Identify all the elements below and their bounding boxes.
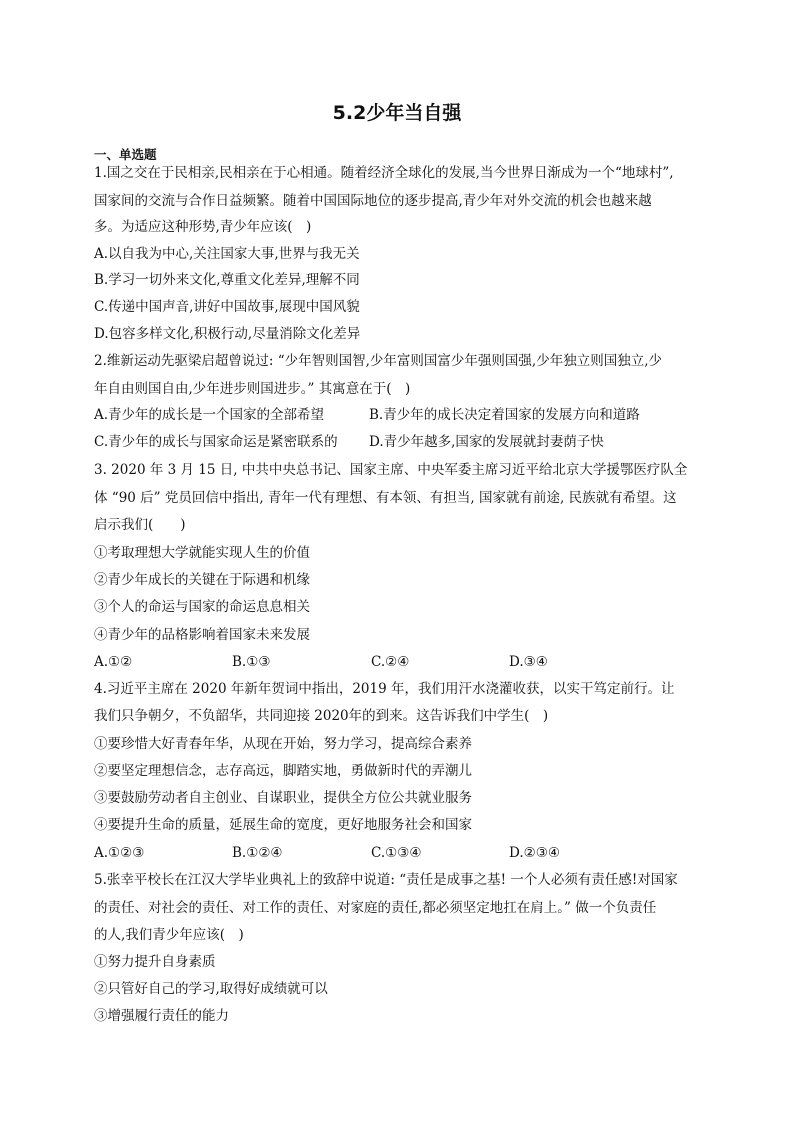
q3-stem-line: 启示我们( ) <box>94 517 186 533</box>
q4-option-c: C.①③④ <box>371 845 422 861</box>
q3-statement: ①考取理想大学就能实现人生的价值 <box>94 545 310 561</box>
q3-option-d: D.③④ <box>509 654 548 670</box>
q1-option-d: D.包容多样文化,积极行动,尽量消除文化差异 <box>94 326 361 342</box>
page-title: 5.2少年当自强 <box>332 102 462 124</box>
q4-stem-line: 4.习近平主席在 2020 年新年贺词中指出，2019 年，我们用汗水浇灌收获，以实干笃定前行。让 <box>94 681 675 697</box>
q2-stem-line: 年自由则国自由,少年进步则国进步。” 其寓意在于( ) <box>94 381 411 397</box>
q1-stem-line: 多。为适应这种形势,青少年应该( ) <box>94 219 312 235</box>
q1-option-b: B.学习一切外来文化,尊重文化差异,理解不同 <box>94 272 360 288</box>
section-heading: 一、单选题 <box>94 147 157 162</box>
q2-option-a: A.青少年的成长是一个国家的全部希望 <box>94 407 325 423</box>
q3-stem-line: 体 “90 后” 党员回信中指出, 青年一代有理想、有本领、有担当, 国家就有前途, 民族就有希望。这 <box>94 490 677 506</box>
q2-option-d: D.青少年越多,国家的发展就封妻荫子快 <box>369 434 604 450</box>
q3-stem-line: 3. 2020 年 3 月 15 日, 中共中央总书记、国家主席、中央军委主席习近平给北京大学援鄂医疗队全 <box>94 462 688 478</box>
q4-statement: ④要提升生命的质量，延展生命的宽度，更好地服务社会和国家 <box>94 817 472 833</box>
q3-option-b: B.①③ <box>232 654 271 670</box>
q4-stem-line: 我们只争朝夕，不负韶华，共同迎接 2020年的到来。这告诉我们中学生( ) <box>94 708 549 724</box>
q3-statement: ③个人的命运与国家的命运息息相关 <box>94 599 310 615</box>
q1-option-a: A.以自我为中心,关注国家大事,世界与我无关 <box>94 246 360 262</box>
q4-option-d: D.②③④ <box>509 845 560 861</box>
q1-stem-line: 1.国之交在于民相亲,民相亲在于心相通。随着经济全球化的发展,当今世界日渐成为一个“地球村”, <box>94 165 674 181</box>
q2-stem-line: 2.维新运动先驱梁启超曾说过: “少年智则国智,少年富则国富少年强则国强,少年独立则国独立,少 <box>94 353 662 369</box>
q1-stem-line: 国家间的交流与合作日益频繁。随着中国国际地位的逐步提高,青少年对外交流的机会也越来越 <box>94 193 652 209</box>
q3-statement: ④青少年的品格影响着国家未来发展 <box>94 627 310 643</box>
q3-statement: ②青少年成长的关键在于际遇和机缘 <box>94 572 310 588</box>
q4-statement: ②要坚定理想信念，志存高远，脚踏实地，勇做新时代的弄潮儿 <box>94 763 472 779</box>
q5-statement: ①努力提升自身素质 <box>94 954 216 970</box>
q4-option-a: A.①②③ <box>94 845 145 861</box>
q3-option-c: C.②④ <box>371 654 410 670</box>
q2-option-b: B.青少年的成长决定着国家的发展方向和道路 <box>369 407 640 423</box>
q5-statement: ②只管好自己的学习,取得好成绩就可以 <box>94 981 328 997</box>
q4-option-b: B.①②④ <box>232 845 283 861</box>
q1-option-c: C.传递中国声音,讲好中国故事,展现中国风貌 <box>94 299 360 315</box>
q5-statement: ③增强履行责任的能力 <box>94 1008 229 1024</box>
q4-statement: ③要鼓励劳动者自主创业、自谋职业，提供全方位公共就业服务 <box>94 790 472 806</box>
q4-statement: ①要珍惜大好青春年华，从现在开始，努力学习，提高综合素养 <box>94 736 472 752</box>
q2-option-c: C.青少年的成长与国家命运是紧密联系的 <box>94 434 338 450</box>
q5-stem-line: 的人,我们青少年应该( ) <box>94 927 244 943</box>
q3-option-a: A.①② <box>94 654 133 670</box>
q5-stem-line: 5.张幸平校长在江汉大学毕业典礼上的致辞中说道: “责任是成事之基! 一个人必须有责任感!对国家 <box>94 872 678 888</box>
q5-stem-line: 的责任、对社会的责任、对工作的责任、对家庭的责任,都必须坚定地扛在肩上。” 做一个负责任 <box>94 900 657 916</box>
